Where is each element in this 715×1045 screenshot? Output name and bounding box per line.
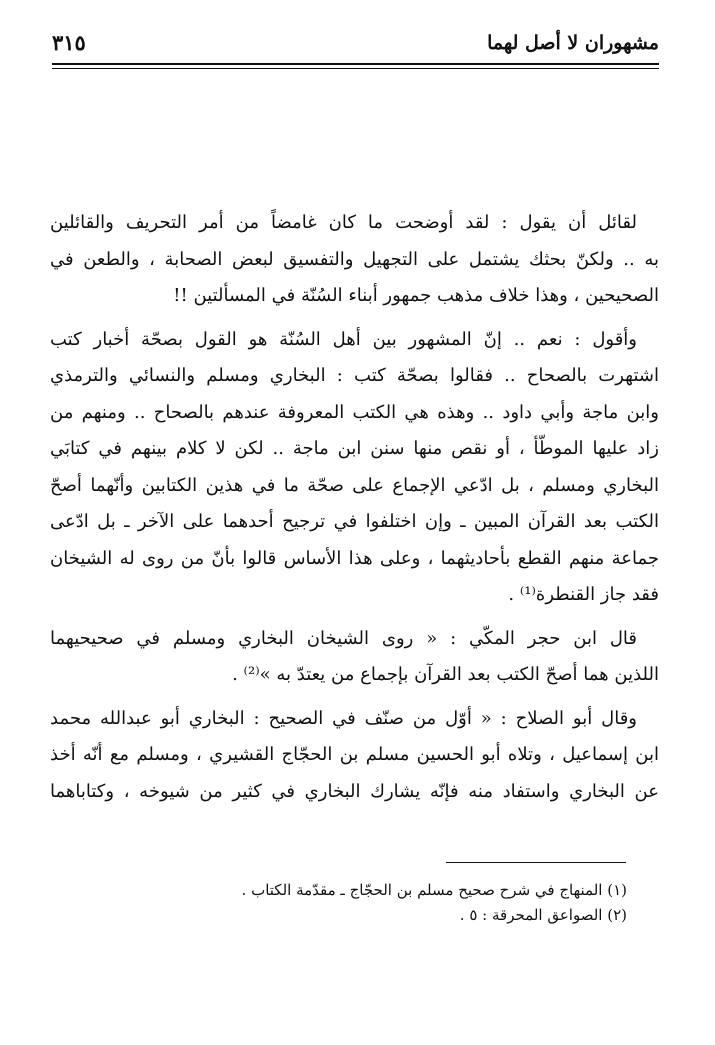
text-line: البخاري ومسلم ، بل ادّعي الإجماع على صحّة ما في هذين الكتابين وأنّهما أصحّ	[50, 474, 659, 496]
paragraph	[50, 205, 659, 315]
text-line: جماعة منهم القطع بأحاديثهما ، وعلى هذا الأساس قالوا بأنّ من روى له الشيخان	[50, 547, 659, 569]
paragraph	[50, 322, 659, 614]
text-line: الكتب بعد القرآن المبين ـ وإن اختلفوا في ترجيح أحدهما على الآخر ـ بل ادّعى	[50, 511, 659, 532]
text-line: اشتهرت بالصحاح .. فقالوا بصحّة كتب : البخاري ومسلم والنسائي والترمذي	[50, 365, 659, 386]
header-rule-thin	[52, 68, 659, 69]
text-line: وابن ماجة وأبي داود .. وهذه هي الكتب المعروفة عندهم بالصحاح .. ومنهم من	[50, 401, 659, 423]
text-line: زاد عليها الموطّأ ، أو نقص منها سنن ابن ماجة .. لكن لا كلام بينهم في كتابَي	[50, 438, 659, 459]
page-header	[52, 28, 659, 62]
main-text	[50, 205, 659, 817]
text-line: لقائل أن يقول : لقد أوضحت ما كان غامضاً من أمر التحريف والقائلين	[50, 212, 637, 233]
text-line: قال ابن حجر المكّي : « روى الشيخان البخاري ومسلم في صحيحيهما	[50, 627, 637, 649]
footnote-1: (١) المنهاج في شرح صحيح مسلم بن الحجّاج ـ مقدّمة الكتاب .	[241, 881, 627, 899]
footnote-separator	[446, 862, 626, 863]
text-line: وقال أبو الصلاح : « أوّل من صنّف في الصحيح : البخاري أبو عبدالله محمد	[50, 707, 637, 729]
paragraph	[50, 621, 659, 694]
text-line: به .. ولكنّ بحثك يشتمل على التجهيل والتفسيق لبعض الصحابة ، والطعن في	[50, 248, 659, 270]
paragraph	[50, 701, 659, 811]
text-line: الصحيحين ، وهذا خلاف مذهب جمهور أبناء السُنّة في المسألتين !!	[173, 285, 659, 306]
text-line: فقد جاز القنطرة⁽¹⁾ .	[508, 584, 659, 605]
text-line: عن البخاري واستفاد منه فإنّه يشارك البخاري في كثير من شيوخه ، وكتاباهما	[50, 780, 659, 802]
text-line: اللذين هما أصحّ الكتب بعد القرآن بإجماع من يعتدّ به »⁽²⁾ .	[232, 664, 659, 685]
header-rule-thick	[52, 63, 659, 65]
footnote-2: (٢) الصواعق المحرقة : ٥ .	[459, 906, 627, 924]
text-line: ابن إسماعيل ، وتلاه أبو الحسين مسلم بن الحجّاج القشيري ، ومسلم مع أنّه أخذ	[50, 744, 659, 765]
running-title: مشهوران لا أصل لهما	[487, 32, 659, 54]
text-line: وأقول : نعم .. إنّ المشهور بين أهل السُنّة هو القول بصحّة أخبار كتب	[50, 328, 637, 350]
page-number: ٣١٥	[52, 30, 86, 55]
footnotes	[200, 878, 627, 928]
